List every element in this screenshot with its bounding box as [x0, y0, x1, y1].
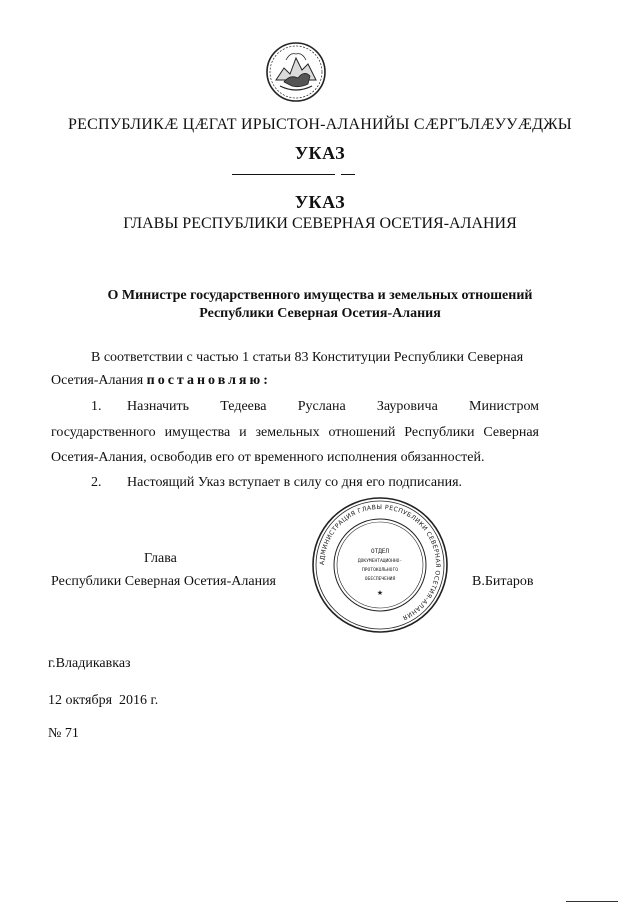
decree-date: 12 октября 2016 г. [48, 693, 159, 708]
ossetian-title: РЕСПУБЛИКÆ ЦÆГАТ ИРЫСТОН-АЛАНИЙЫ СÆРГЪЛÆУУÆДЖЫ [68, 116, 572, 133]
item-1-line-3: Осетия-Алания, освободив его от временного исполнения обязанностей. [51, 450, 485, 465]
subject-line-2: Республики Северная Осетия-Алания [199, 306, 441, 321]
preamble-line-1: В соответствии с частью 1 статьи 83 Конституции Республики Северная [91, 350, 524, 365]
item-1-word: Министром [469, 399, 540, 414]
decree-word: постановляю: [146, 373, 271, 388]
decree-number: № 71 [48, 726, 79, 741]
item-2-number: 2. [91, 475, 102, 490]
svg-text:АДМИНИСТРАЦИЯ ГЛАВЫ РЕСПУБЛИКИ: АДМИНИСТРАЦИЯ ГЛАВЫ РЕСПУБЛИКИ СЕВЕРНАЯ ОСЕТИЯ-АЛАНИЯ [318, 503, 442, 622]
official-seal-stamp [310, 495, 450, 635]
item-1-word: Тедеева [220, 399, 267, 414]
item-1-number: 1. [91, 399, 102, 414]
signature-position-line-1: Глава [144, 551, 177, 566]
ossetian-doc-type: УКАЗ [294, 143, 346, 163]
signatory-name: В.Битаров [472, 574, 534, 589]
divider-line-short [341, 174, 355, 175]
city: г.Владикавказ [48, 656, 131, 671]
bottom-rule [566, 901, 618, 902]
preamble-line-2 [51, 372, 271, 390]
russian-doc-type: УКАЗ [294, 192, 346, 212]
item-1-line-2: государственного имущества и земельных отношений Республики Северная [51, 425, 539, 440]
item-2-text: Настоящий Указ вступает в силу со дня его подписания. [127, 475, 463, 490]
coat-of-arms-emblem [264, 40, 328, 104]
svg-text:ДОКУМЕНТАЦИОННО-: ДОКУМЕНТАЦИОННО- [357, 559, 403, 564]
item-1-word: Руслана [297, 399, 346, 414]
russian-title: ГЛАВЫ РЕСПУБЛИКИ СЕВЕРНАЯ ОСЕТИЯ-АЛАНИЯ [123, 215, 517, 232]
svg-text:★: ★ [376, 589, 384, 597]
divider-line [232, 174, 335, 175]
preamble-line-2-text: Осетия-Алания [51, 373, 144, 388]
svg-text:ПРОТОКОЛЬНОГО: ПРОТОКОЛЬНОГО [362, 568, 398, 573]
signature-position-line-2: Республики Северная Осетия-Алания [51, 574, 276, 589]
item-1-line-1 [127, 398, 539, 416]
item-1-word: Зауровича [376, 399, 438, 414]
svg-text:ОБЕСПЕЧЕНИЯ: ОБЕСПЕЧЕНИЯ [364, 577, 396, 582]
item-1-word: Назначить [127, 399, 190, 414]
subject-line-1: О Министре государственного имущества и земельных отношений [107, 288, 533, 303]
svg-text:ОТДЕЛ: ОТДЕЛ [370, 548, 390, 555]
